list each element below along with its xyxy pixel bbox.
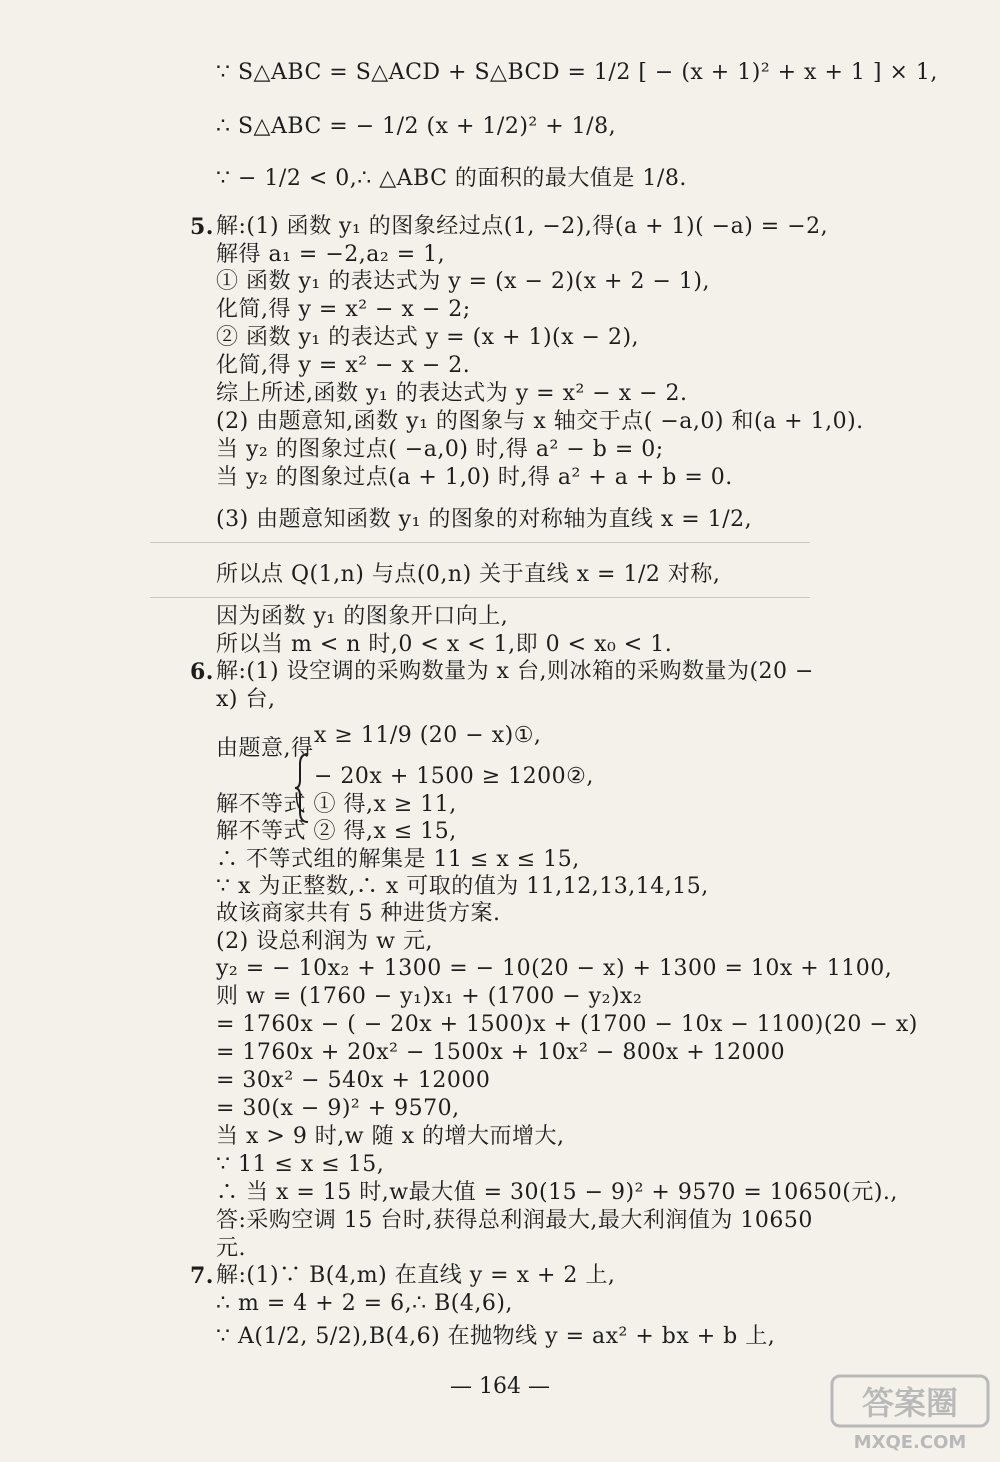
q6-line-3: 解不等式 ① 得,x ≥ 11, (216, 792, 457, 817)
q6-inequality-1: x ≥ 11/9 (20 − x)①, (314, 723, 542, 748)
question-6-number: 6. (190, 659, 214, 685)
q5-line-3: ① 函数 y₁ 的表达式为 y = (x − 2)(x + 2 − 1), (216, 269, 710, 294)
q6-line-12: = 1760x + 20x² − 1500x + 10x² − 800x + 12000 (216, 1040, 786, 1065)
q6-line-5: ∴ 不等式组的解集是 11 ≤ x ≤ 15, (216, 847, 580, 872)
q5-line-4: 化简,得 y = x² − x − 2; (216, 297, 471, 322)
line-area-max: ∵ − 1/2 < 0,∴ △ABC 的面积的最大值是 1/8. (216, 166, 687, 191)
q6-line-17: ∴ 当 x = 15 时,w最大值 = 30(15 − 9)² + 9570 = 10650(元)., (216, 1180, 898, 1205)
watermark-logo-icon (830, 1370, 990, 1456)
q6-line-8: (2) 设总利润为 w 元, (216, 929, 433, 954)
q5-line-6: 化简,得 y = x² − x − 2. (216, 353, 471, 378)
question-5-number: 5. (190, 214, 214, 240)
q7-line-2: ∴ m = 4 + 2 = 6,∴ B(4,6), (216, 1291, 513, 1316)
q5-line-14: 所以当 m < n 时,0 < x < 1,即 0 < x₀ < 1. (216, 632, 673, 657)
watermark-text: 答案圈 (861, 1384, 959, 1422)
q6-answer: 答:采购空调 15 台时,获得总利润最大,最大利润值为 10650 (216, 1208, 813, 1233)
q5-line-11: (3) 由题意知函数 y₁ 的图象的对称轴为直线 x = 1/2, (216, 507, 753, 532)
q6-line-6: ∵ x 为正整数,∴ x 可取的值为 11,12,13,14,15, (216, 874, 709, 899)
q6-line-2: x) 台, (216, 687, 276, 712)
q6-line-14: = 30(x − 9)² + 9570, (216, 1096, 460, 1121)
q5-line-1: 解:(1) 函数 y₁ 的图象经过点(1, −2),得(a + 1)( −a) = −2, (216, 214, 829, 239)
q5-line-8: (2) 由题意知,函数 y₁ 的图象与 x 轴交于点( −a,0) 和(a + 1,0). (216, 409, 864, 434)
watermark-url: MXQE.COM (853, 1432, 967, 1453)
q5-line-12: 所以点 Q(1,n) 与点(0,n) 关于直线 x = 1/2 对称, (216, 562, 721, 587)
q6-answer-end: 元. (216, 1236, 246, 1261)
q6-line-10: 则 w = (1760 − y₁)x₁ + (1700 − y₂)x₂ (216, 984, 643, 1009)
q5-line-5: ② 函数 y₁ 的表达式 y = (x + 1)(x − 2), (216, 325, 640, 350)
question-7-number: 7. (190, 1263, 214, 1289)
faint-rule (150, 542, 810, 543)
q7-line-3: ∵ A(1/2, 5/2),B(4,6) 在抛物线 y = ax² + bx + b 上, (216, 1324, 776, 1349)
q6-line-7: 故该商家共有 5 种进货方案. (216, 901, 501, 926)
q6-line-1: 解:(1) 设空调的采购数量为 x 台,则冰箱的采购数量为(20 − (216, 659, 814, 684)
q6-line-16: ∵ 11 ≤ x ≤ 15, (216, 1152, 385, 1177)
line-area-sum: ∵ S△ABC = S△ACD + S△BCD = 1/2 [ − (x + 1)² + x + 1 ] × 1, (216, 60, 938, 85)
q6-line-15: 当 x > 9 时,w 随 x 的增大而增大, (216, 1124, 565, 1149)
q5-line-7: 综上所述,函数 y₁ 的表达式为 y = x² − x − 2. (216, 381, 688, 406)
q6-line-4: 解不等式 ② 得,x ≤ 15, (216, 819, 457, 844)
q6-line-11: = 1760x − ( − 20x + 1500)x + (1700 − 10x − 1100)(20 − x) (216, 1012, 918, 1037)
q5-line-10: 当 y₂ 的图象过点(a + 1,0) 时,得 a² + a + b = 0. (216, 465, 733, 490)
q6-line-13: = 30x² − 540x + 12000 (216, 1068, 491, 1093)
q6-line-9: y₂ = − 10x₂ + 1300 = − 10(20 − x) + 1300 = 10x + 1100, (216, 956, 893, 981)
faint-rule (150, 597, 810, 598)
q6-system-intro: 由题意,得 (216, 736, 314, 761)
q6-inequality-2: − 20x + 1500 ≥ 1200②, (314, 764, 594, 789)
q5-line-9: 当 y₂ 的图象过点( −a,0) 时,得 a² − b = 0; (216, 437, 664, 462)
q5-line-13: 因为函数 y₁ 的图象开口向上, (216, 604, 509, 629)
q7-line-1: 解:(1)∵ B(4,m) 在直线 y = x + 2 上, (216, 1263, 616, 1288)
q5-line-2: 解得 a₁ = −2,a₂ = 1, (216, 242, 446, 267)
page-number: — 164 — (450, 1374, 550, 1399)
line-area-vertex-form: ∴ S△ABC = − 1/2 (x + 1/2)² + 1/8, (216, 114, 617, 139)
